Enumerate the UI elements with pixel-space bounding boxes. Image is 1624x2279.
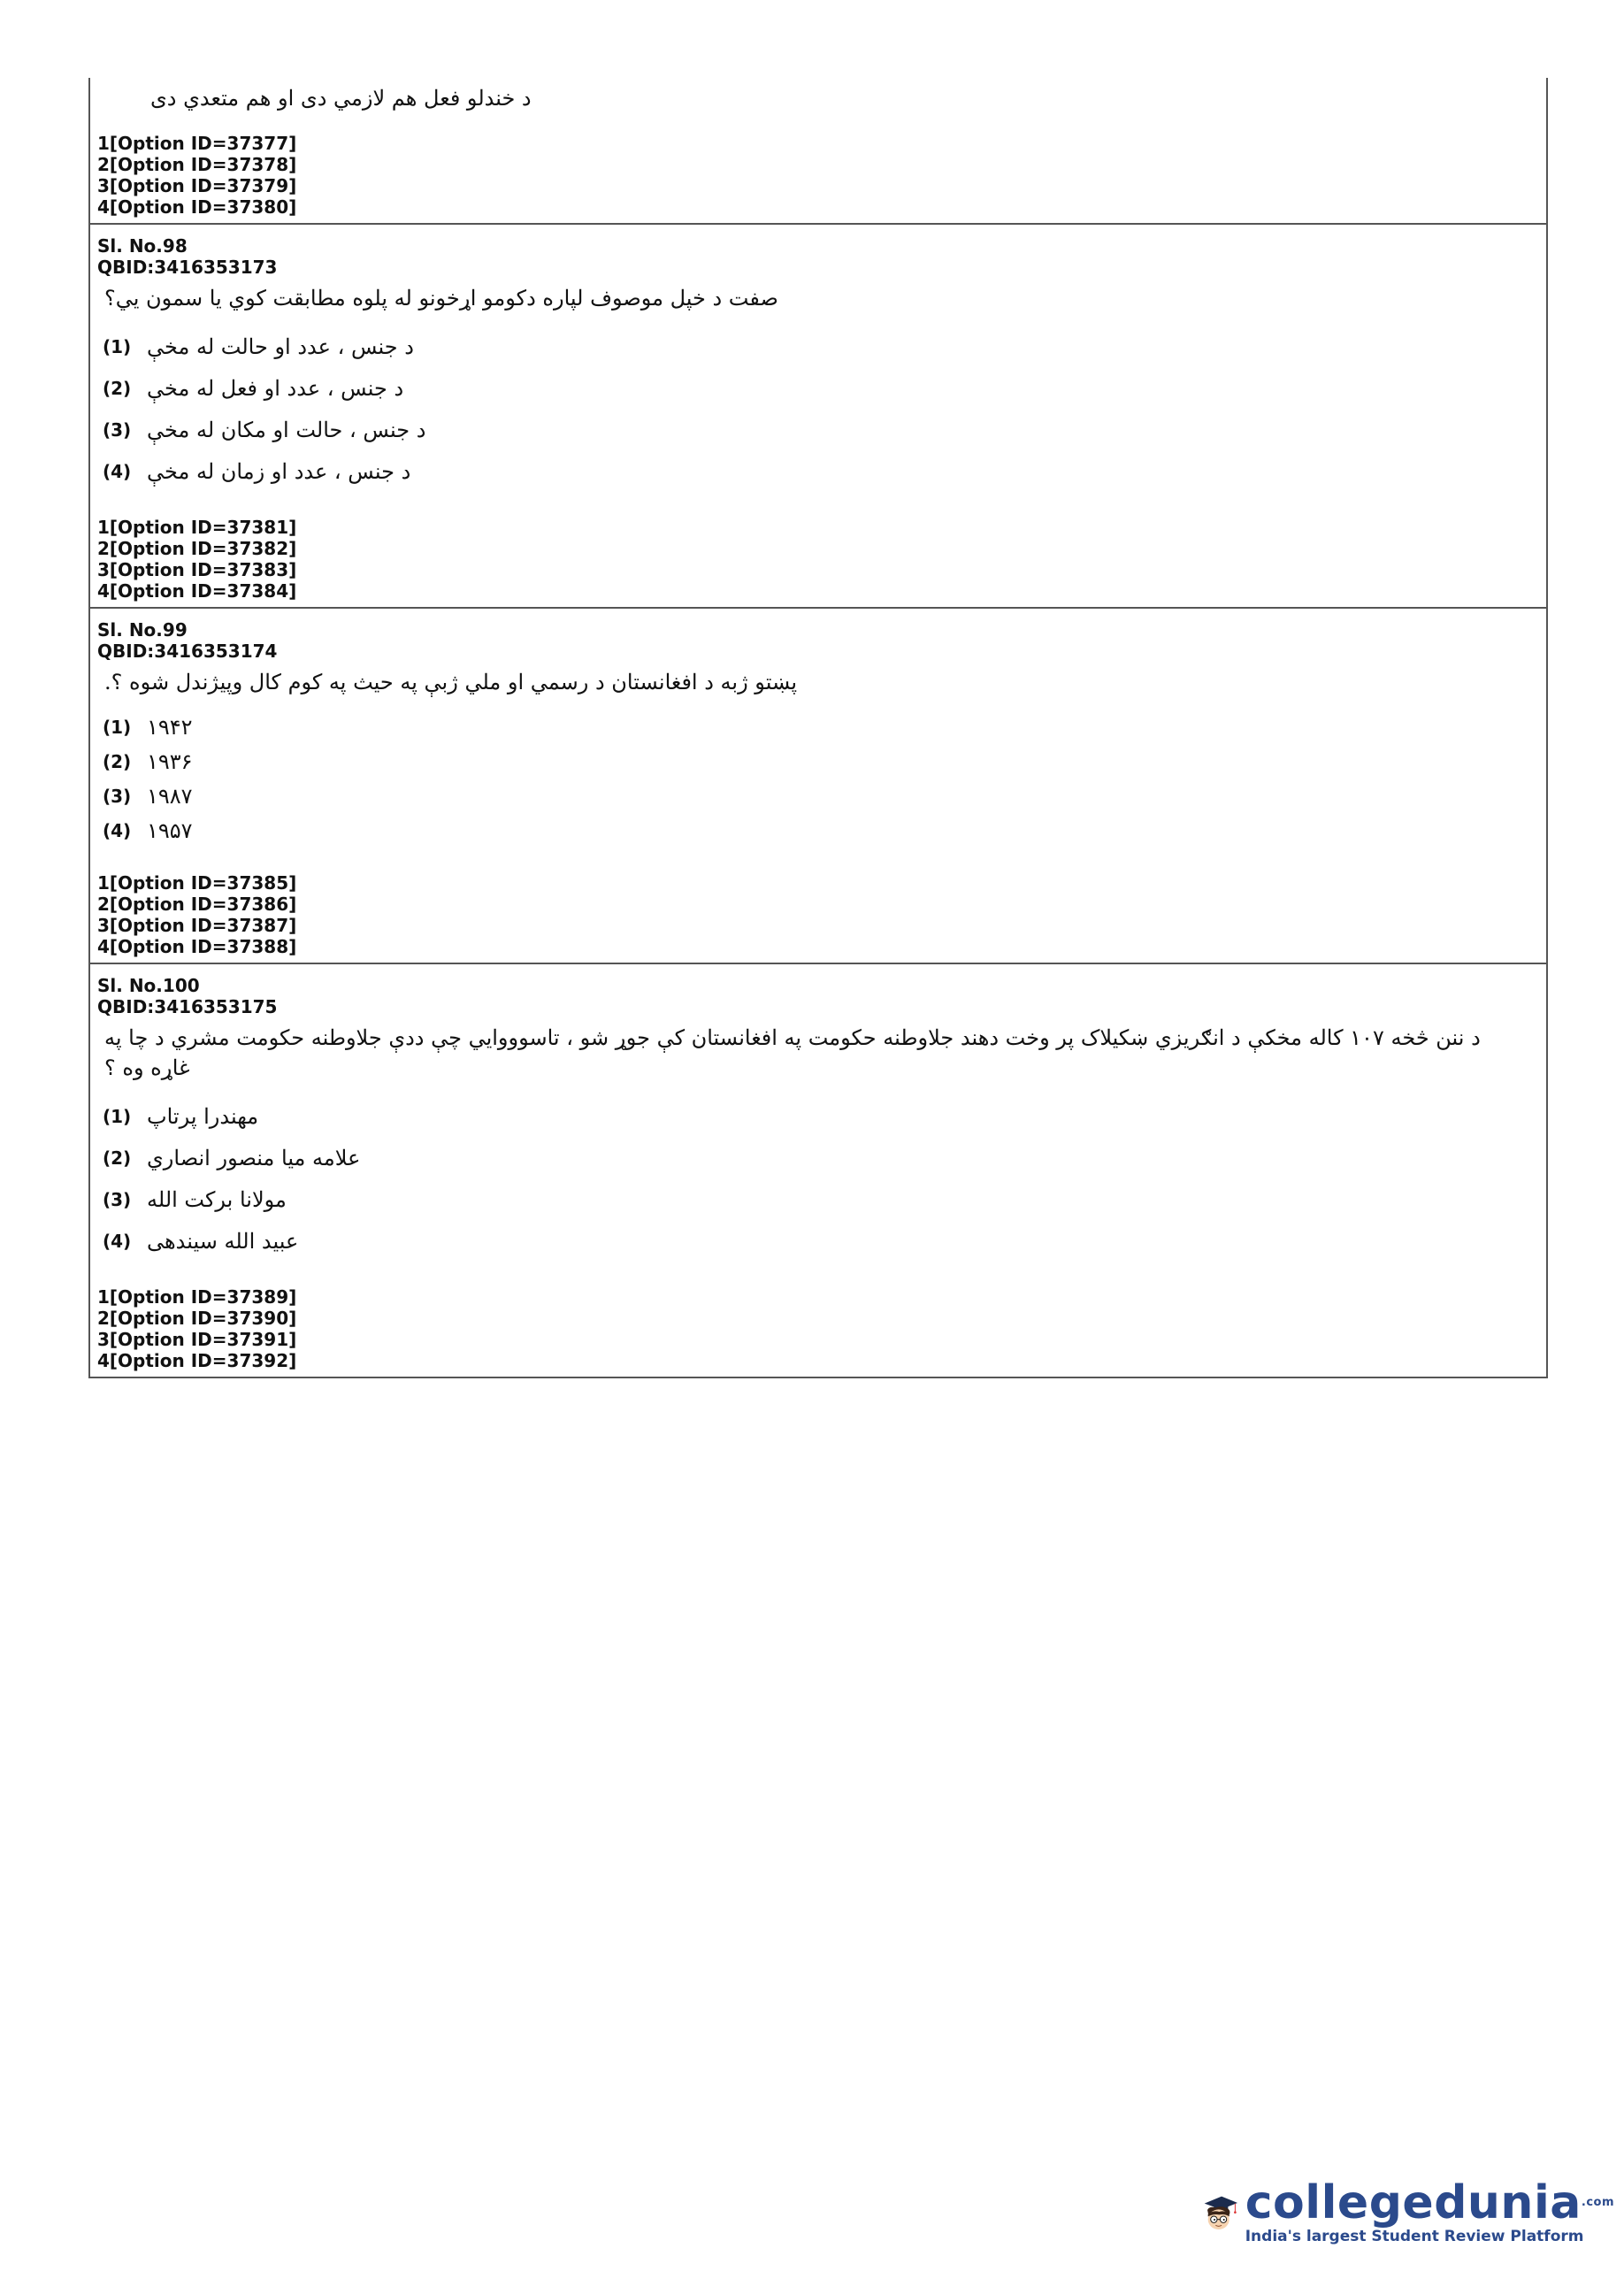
option-item xyxy=(103,326,1539,367)
question-sheet xyxy=(88,78,1548,1378)
option-number: (2) xyxy=(103,750,132,772)
option-list xyxy=(97,1086,1539,1270)
option-text: علامه ميا منصور انصاري xyxy=(147,1145,361,1170)
option-number: (3) xyxy=(103,1188,132,1210)
logo-tagline: India's largest Student Review Platform xyxy=(1245,2228,1584,2245)
option-item xyxy=(103,710,1539,744)
option-id-list xyxy=(97,517,1539,602)
option-item xyxy=(103,1137,1539,1178)
option-id-list xyxy=(97,1286,1539,1371)
qbid: QBID:3416353175 xyxy=(97,996,278,1017)
question-block-99 xyxy=(90,607,1546,963)
option-id-list xyxy=(97,133,1539,218)
logo-text xyxy=(1245,2178,1614,2245)
option-item xyxy=(103,1095,1539,1137)
option-text: د جنس ، عدد او فعل له مخې xyxy=(147,375,404,401)
option-id: 1[Option ID=37381] xyxy=(97,517,297,538)
serial-number: Sl. No.98 xyxy=(97,235,188,257)
option-number: (4) xyxy=(103,1230,132,1252)
option-id: 2[Option ID=37386] xyxy=(97,894,297,915)
option-item xyxy=(103,367,1539,409)
question-text: د ننن څخه ۱۰۷ کاله مخکې د انګریزي ښکیلاک پر وخت دهند جلاوطنه حکومت په افغانستان کې جوړ شو ، تاسوووايي چې ددې جلاوطنه حکومت مشري د چا په غاړه وه ؟ xyxy=(104,1025,1481,1080)
logo-suffix: .com xyxy=(1581,2196,1614,2209)
option-number: (4) xyxy=(103,819,132,841)
option-item xyxy=(103,813,1539,848)
option-text: ۱۹۸۷ xyxy=(147,783,193,809)
option-item xyxy=(103,409,1539,450)
option-id: 4[Option ID=37392] xyxy=(97,1350,297,1371)
option-number: (1) xyxy=(103,716,132,738)
option-list xyxy=(97,317,1539,501)
option-number: (3) xyxy=(103,785,132,807)
mascot-icon xyxy=(1199,2150,1240,2274)
option-id: 4[Option ID=37384] xyxy=(97,580,297,602)
option-number: (1) xyxy=(103,1105,132,1127)
option-text: مولانا برکت الله xyxy=(147,1186,287,1212)
option-id: 3[Option ID=37383] xyxy=(97,559,297,580)
option-number: (1) xyxy=(103,335,132,357)
option-text: د جنس ، عدد او حالت له مخې xyxy=(147,334,414,359)
option-id: 2[Option ID=37378] xyxy=(97,154,297,175)
option-item xyxy=(103,744,1539,779)
option-number: (2) xyxy=(103,377,132,399)
qbid: QBID:3416353173 xyxy=(97,257,278,278)
question-text: صفت د خپل موصوف لپاره دکومو اړخونو له پلوه مطابقت کوي یا سمون يي؟ xyxy=(104,286,778,311)
option-id: 3[Option ID=37379] xyxy=(97,175,297,196)
option-id: 3[Option ID=37387] xyxy=(97,915,297,936)
option-item xyxy=(103,779,1539,813)
logo-name xyxy=(1245,2178,1614,2228)
qbid: QBID:3416353174 xyxy=(97,641,278,662)
serial-number: Sl. No.99 xyxy=(97,619,188,641)
option-text: د جنس ، عدد او زمان له مخې xyxy=(147,458,411,484)
option-text: د جنس ، حالت او مکان له مخې xyxy=(147,417,426,442)
option-id: 2[Option ID=37390] xyxy=(97,1308,297,1329)
option-text: ۱۹۳۶ xyxy=(147,748,193,774)
option-id: 2[Option ID=37382] xyxy=(97,538,297,559)
option-text: عبید الله سيندهی xyxy=(147,1228,299,1254)
question-text: پښتو ژبه د افغانستان د رسمي او ملي ژبې په حیث په کوم کال وپیژندل شوه ؟. xyxy=(104,670,798,694)
option-id: 4[Option ID=37380] xyxy=(97,196,297,218)
option-id: 1[Option ID=37389] xyxy=(97,1286,297,1308)
question-block-100 xyxy=(90,963,1546,1377)
option-id: 1[Option ID=37385] xyxy=(97,872,297,894)
question-text: د خندلو فعل هم لازمي دی او هم متعدي دی xyxy=(150,86,532,111)
option-list xyxy=(97,701,1539,856)
option-item xyxy=(103,450,1539,492)
option-number: (4) xyxy=(103,460,132,482)
option-item xyxy=(103,1220,1539,1262)
collegedunia-logo[interactable] xyxy=(1199,2150,1614,2274)
logo-name-text: collegedunia xyxy=(1245,2176,1582,2229)
option-id-list xyxy=(97,872,1539,957)
question-fragment xyxy=(90,78,1546,223)
option-text: ۱۹۵۷ xyxy=(147,817,193,843)
option-id: 4[Option ID=37388] xyxy=(97,936,297,957)
question-block-98 xyxy=(90,223,1546,607)
option-text: مهندرا پرتاپ xyxy=(147,1103,259,1129)
serial-number: Sl. No.100 xyxy=(97,975,200,996)
option-item xyxy=(103,1178,1539,1220)
option-id: 3[Option ID=37391] xyxy=(97,1329,297,1350)
option-number: (3) xyxy=(103,418,132,441)
option-id: 1[Option ID=37377] xyxy=(97,133,297,154)
option-text: ۱۹۴۲ xyxy=(147,714,193,740)
option-number: (2) xyxy=(103,1147,132,1169)
